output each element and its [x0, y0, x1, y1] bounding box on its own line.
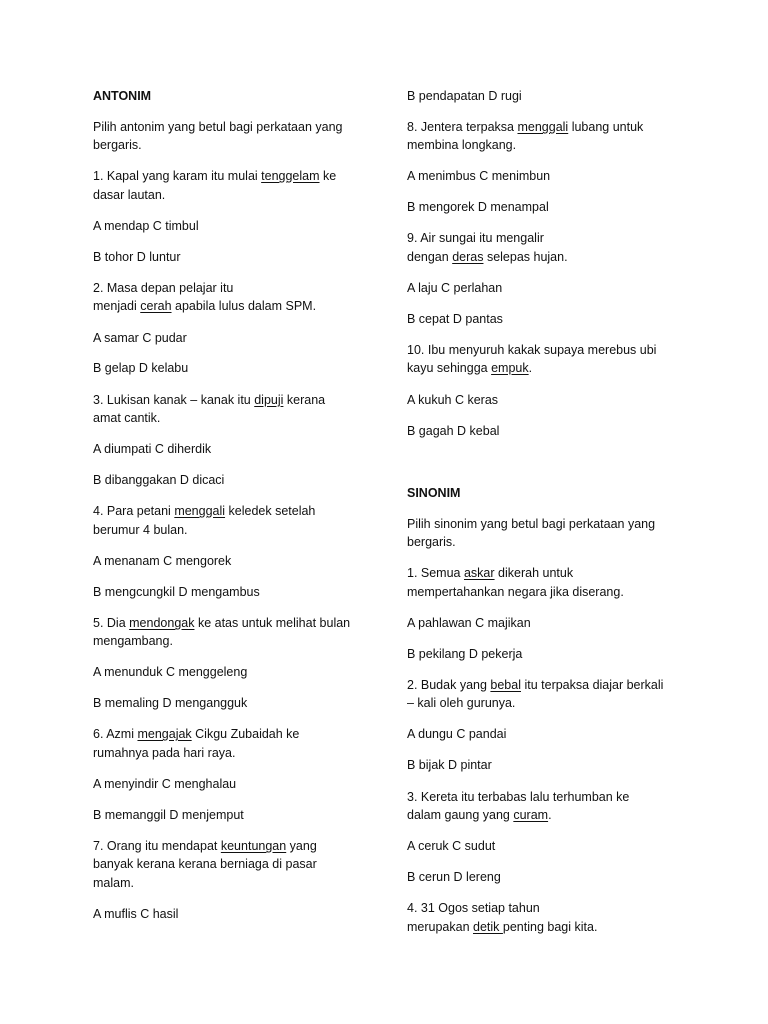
antonim-heading: ANTONIM — [93, 89, 152, 103]
antonim-q4-line1: 4. Para petani menggali keledek setelah — [93, 504, 316, 518]
antonim-q10-option-a: A kukuh C keras — [407, 393, 499, 407]
antonim-q7-line1: 7. Orang itu mendapat keuntungan yang — [93, 839, 317, 853]
underlined-word: tenggelam — [261, 169, 320, 183]
sinonim-q1-line2: mempertahankan negara jika diserang. — [407, 585, 624, 599]
antonim-q6-option-b: B memanggil D menjemput — [93, 808, 244, 822]
sinonim-q4-line1: 4. 31 Ogos setiap tahun — [407, 901, 540, 915]
antonim-q8-line1: 8. Jentera terpaksa menggali lubang untuk — [407, 120, 644, 134]
antonim-q8-option-a: A menimbus C menimbun — [407, 169, 551, 183]
antonim-q9-option-a: A laju C perlahan — [407, 281, 503, 295]
underlined-word: askar — [463, 566, 495, 580]
antonim-q2-option-b: B gelap D kelabu — [93, 361, 189, 375]
antonim-q7-option-a: A muflis C hasil — [93, 907, 179, 921]
sinonim-q2-option-a: A dungu C pandai — [407, 727, 507, 741]
antonim-q10-option-b: B gagah D kebal — [407, 424, 500, 438]
antonim-q2-line1: 2. Masa depan pelajar itu — [93, 281, 234, 295]
sinonim-q2-option-b: B bijak D pintar — [407, 758, 492, 772]
antonim-q5-option-a: A menunduk C menggeleng — [93, 665, 248, 679]
antonim-q6-line1: 6. Azmi mengajak Cikgu Zubaidah ke — [93, 727, 300, 741]
antonim-q6-line2: rumahnya pada hari raya. — [93, 746, 236, 760]
sinonim-q3-option-b: B cerun D lereng — [407, 870, 501, 884]
antonim-q3-option-b: B dibanggakan D dicaci — [93, 473, 225, 487]
sinonim-q1-line1: 1. Semua askar dikerah untuk — [407, 566, 574, 580]
antonim-q9-option-b: B cepat D pantas — [407, 312, 503, 326]
antonim-q6-option-a: A menyindir C menghalau — [93, 777, 237, 791]
sinonim-q4-line2: merupakan detik penting bagi kita. — [407, 920, 598, 934]
antonim-q4-option-b: B mengcungkil D mengambus — [93, 585, 260, 599]
antonim-q2-line2: menjadi cerah apabila lulus dalam SPM. — [93, 299, 317, 313]
underlined-word: dipuji — [254, 393, 284, 407]
antonim-q9-line2: dengan deras selepas hujan. — [407, 250, 568, 264]
antonim-q7-line3: malam. — [93, 876, 134, 890]
underlined-word: mendongak — [129, 616, 195, 630]
sinonim-q2-line2: – kali oleh gurunya. — [407, 696, 516, 710]
sinonim-instruction-line2: bergaris. — [407, 535, 456, 549]
underlined-word: keuntungan — [220, 839, 287, 853]
antonim-q5-line2: mengambang. — [93, 634, 173, 648]
underlined-word: empuk — [491, 361, 529, 375]
antonim-q4-line2: berumur 4 bulan. — [93, 523, 188, 537]
antonim-q2-option-a: A samar C pudar — [93, 331, 187, 345]
antonim-q4-option-a: A menanam C mengorek — [93, 554, 232, 568]
underlined-word: cerah — [140, 299, 172, 313]
underlined-word: deras — [452, 250, 484, 264]
antonim-q7-option-b: B pendapatan D rugi — [407, 89, 522, 103]
sinonim-q3-option-a: A ceruk C sudut — [407, 839, 496, 853]
antonim-instruction-line2: bergaris. — [93, 138, 142, 152]
antonim-q8-option-b: B mengorek D menampal — [407, 200, 549, 214]
antonim-q3-line1: 3. Lukisan kanak – kanak itu dipuji kerana — [93, 393, 326, 407]
sinonim-heading: SINONIM — [407, 486, 461, 500]
antonim-q10-line1: 10. Ibu menyuruh kakak supaya merebus ubi — [407, 343, 657, 357]
underlined-word: curam — [513, 808, 549, 822]
sinonim-q3-line2: dalam gaung yang curam. — [407, 808, 552, 822]
antonim-q3-line2: amat cantik. — [93, 411, 161, 425]
antonim-q1-line2: dasar lautan. — [93, 188, 166, 202]
antonim-q1-option-a: A mendap C timbul — [93, 219, 199, 233]
antonim-q9-line1: 9. Air sungai itu mengalir — [407, 231, 544, 245]
antonim-q5-option-b: B memaling D mengangguk — [93, 696, 248, 710]
underlined-word: detik — [473, 920, 503, 934]
sinonim-instruction-line1: Pilih sinonim yang betul bagi perkataan yang — [407, 517, 656, 531]
antonim-q5-line1: 5. Dia mendongak ke atas untuk melihat bulan — [93, 616, 351, 630]
antonim-q10-line2: kayu sehingga empuk. — [407, 361, 533, 375]
antonim-q1-option-b: B tohor D luntur — [93, 250, 181, 264]
sinonim-q2-line1: 2. Budak yang bebal itu terpaksa diajar berkali — [407, 678, 664, 692]
antonim-instruction-line1: Pilih antonim yang betul bagi perkataan yang — [93, 120, 343, 134]
sinonim-q1-option-b: B pekilang D pekerja — [407, 647, 523, 661]
underlined-word: bebal — [490, 678, 521, 692]
antonim-q7-line2: banyak kerana kerana berniaga di pasar — [93, 857, 317, 871]
antonim-q3-option-a: A diumpati C diherdik — [93, 442, 212, 456]
sinonim-q1-option-a: A pahlawan C majikan — [407, 616, 531, 630]
underlined-word: mengajak — [137, 727, 192, 741]
underlined-word: menggali — [517, 120, 569, 134]
antonim-q8-line2: membina longkang. — [407, 138, 517, 152]
sinonim-q3-line1: 3. Kereta itu terbabas lalu terhumban ke — [407, 790, 630, 804]
underlined-word: menggali — [174, 504, 226, 518]
antonim-q1-line1: 1. Kapal yang karam itu mulai tenggelam ke — [93, 169, 337, 183]
